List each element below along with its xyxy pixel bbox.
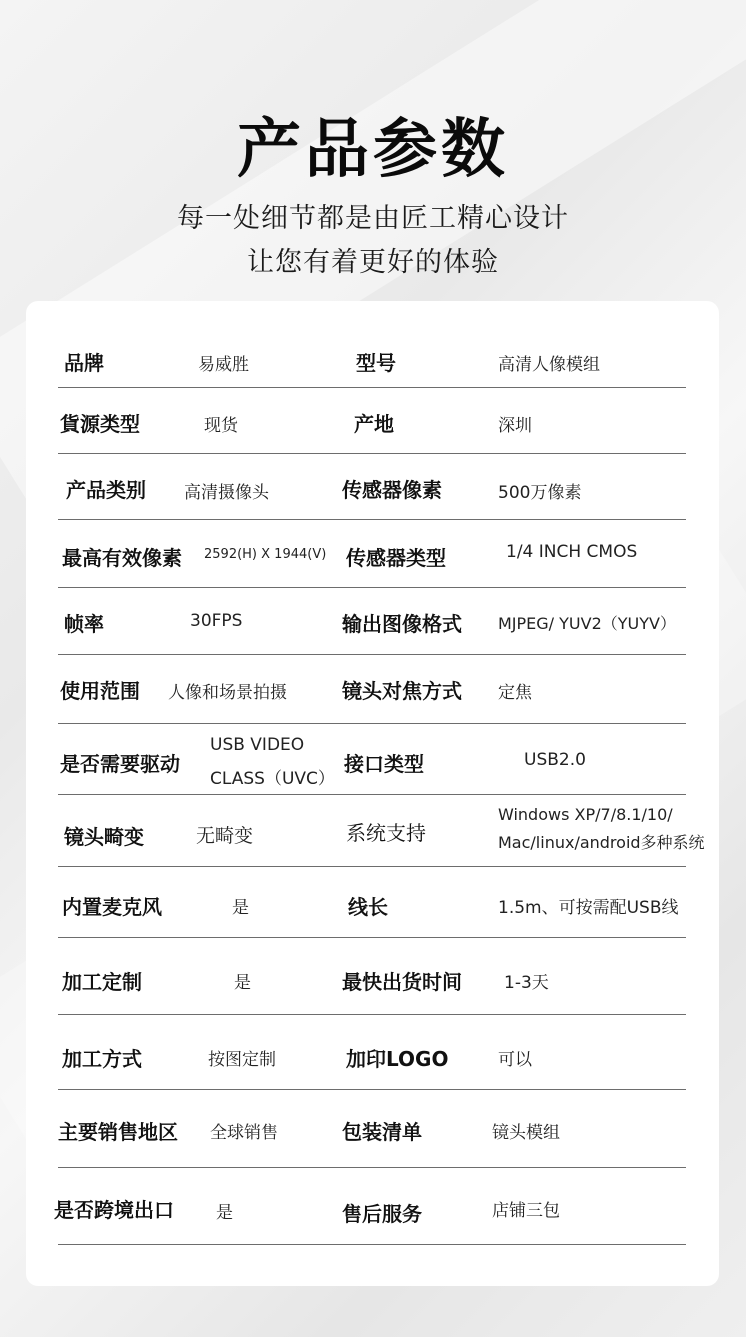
param-row [58,867,686,938]
param-row [58,724,686,795]
subtitle-line-2: 让您有着更好的体验 [247,247,499,278]
param-row [54,1168,686,1245]
param-value: 高清摄像头 [184,483,269,503]
param-label: 镜头畸变 [64,825,144,849]
param-label: 加工方式 [62,1047,142,1071]
param-value: 易威胜 [198,355,249,375]
param-value: 可以 [498,1050,532,1070]
param-row [58,588,686,655]
param-label: 线长 [348,895,388,919]
page-title: 产品参数 [237,113,509,187]
param-value: 1-3天 [504,973,549,993]
param-label: 型号 [356,351,396,375]
param-row [58,323,686,388]
param-label: 售后服务 [342,1202,422,1226]
subtitle-line-1: 每一处细节都是由匠工精心设计 [177,203,569,234]
param-label: 加工定制 [62,970,142,994]
param-value: 全球销售 [210,1123,278,1143]
param-row [58,388,686,454]
param-value: 30FPS [190,611,243,631]
param-label: 接口类型 [344,752,424,776]
param-label: 镜头对焦方式 [342,679,462,703]
param-value: 定焦 [498,683,532,703]
param-label: 貨源类型 [60,412,140,436]
param-value: Windows XP/7/8.1/10/ Mac/linux/android多种系统 [498,805,705,852]
param-label: 是否需要驱动 [60,752,180,776]
param-label: 最高有效像素 [62,546,182,570]
param-value: 现货 [204,416,238,436]
param-value: USB VIDEO CLASS（UVC） [210,735,335,789]
param-row [58,795,705,867]
param-label: 主要销售地区 [58,1120,178,1144]
param-label: 使用范围 [60,679,140,703]
param-value: 无畸变 [196,825,254,847]
param-row [58,1090,686,1168]
param-value: MJPEG/ YUV2（YUYV） [498,614,676,633]
param-label: 输出图像格式 [342,612,462,636]
param-label: 产地 [354,412,394,436]
param-row [58,454,686,520]
param-value: USB2.0 [524,750,586,770]
param-label: 是否跨境出口 [54,1198,174,1222]
param-label: 品牌 [64,351,104,375]
param-value: 1/4 INCH CMOS [506,542,638,562]
param-value: 是 [234,973,251,993]
param-value: 500万像素 [498,483,582,503]
param-label: 传感器类型 [346,546,446,570]
param-row [58,655,686,724]
param-value: 店铺三包 [492,1201,560,1221]
param-label: 加印LOGO [346,1047,449,1071]
param-value: 高清人像模组 [498,355,600,375]
param-value: 深圳 [498,416,532,436]
page-header [0,0,746,300]
param-row [58,1015,686,1090]
param-row [58,938,686,1015]
param-label: 包装清单 [342,1120,422,1144]
param-value: 是 [216,1203,233,1223]
param-row [58,520,686,588]
param-label: 最快出货时间 [342,970,462,994]
param-label: 帧率 [64,612,104,636]
param-value: 是 [232,898,249,918]
param-label: 产品类别 [66,478,146,502]
param-value: 人像和场景拍摄 [168,683,287,703]
param-value: 2592(H) X 1944(V) [204,547,327,562]
param-value: 按图定制 [208,1050,276,1070]
params-card [26,301,719,1286]
param-value: 镜头模组 [492,1123,560,1143]
param-label: 传感器像素 [342,478,442,502]
param-label: 系统支持 [346,821,426,845]
param-label: 内置麦克风 [62,895,162,919]
param-value: 1.5m、可按需配USB线 [498,898,679,918]
